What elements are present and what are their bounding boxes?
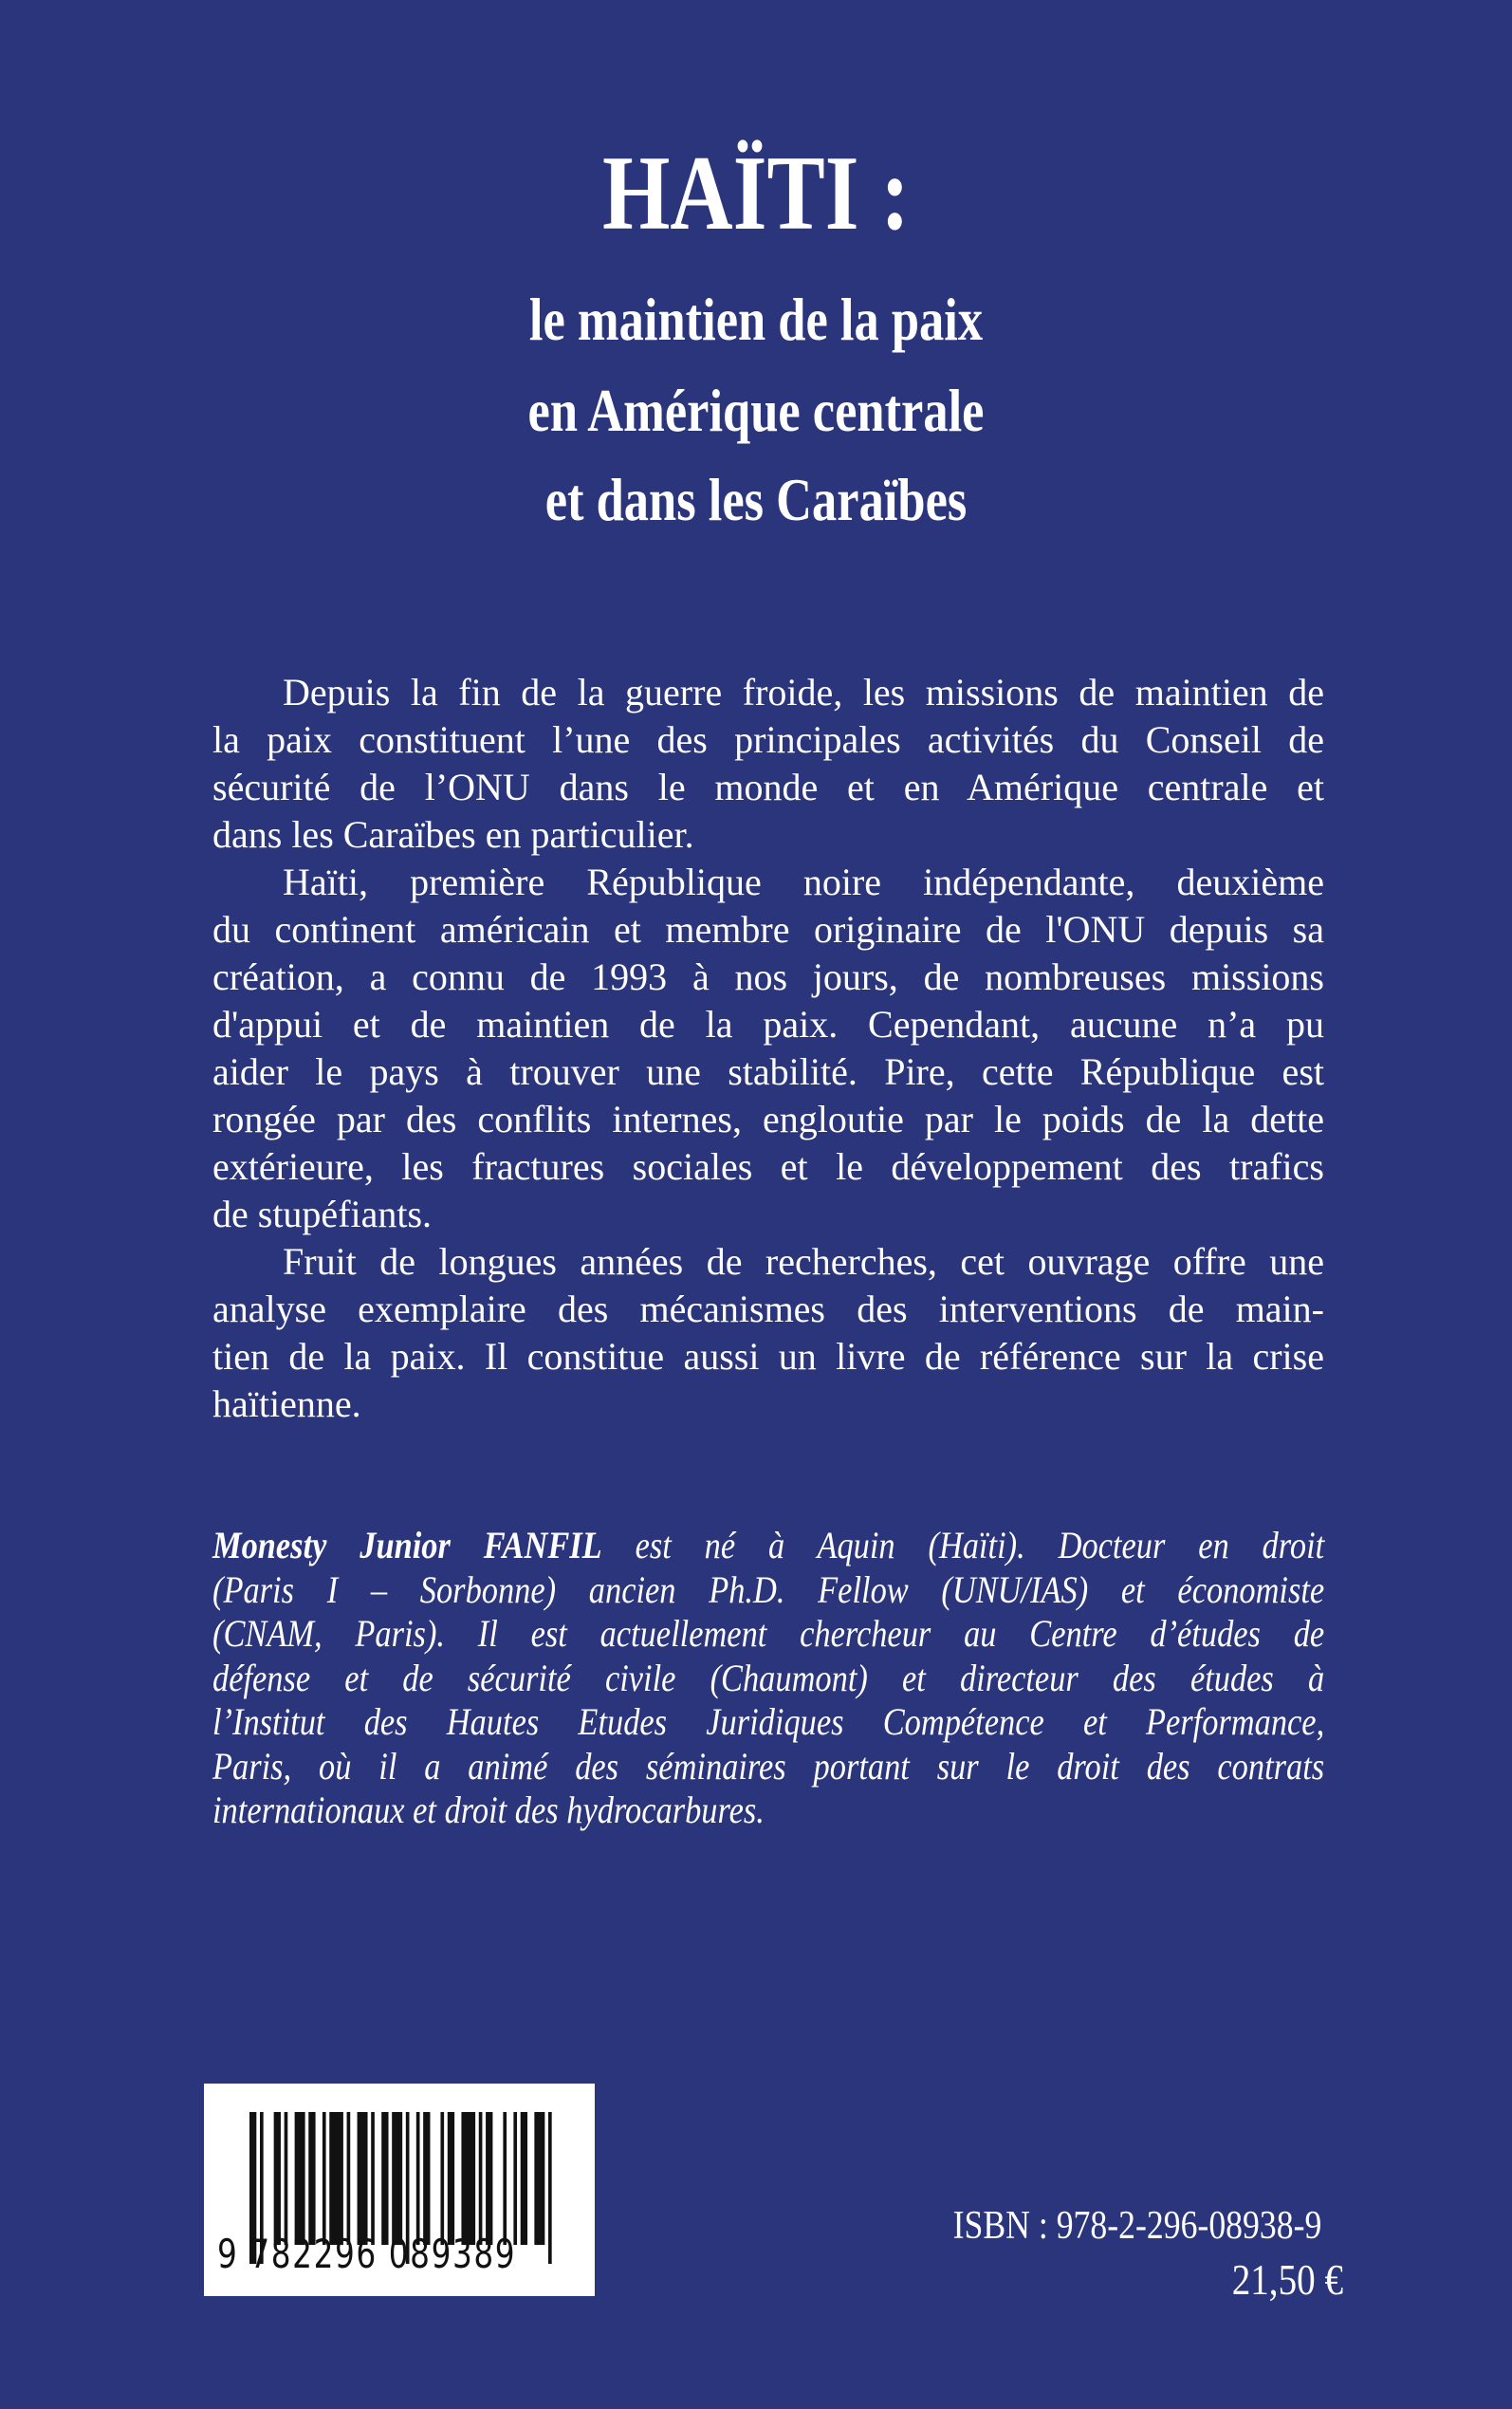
paragraph-line: sécurité de l’ONU dans le monde et en Amérique centrale et	[212, 766, 1324, 808]
barcode-bar	[285, 2112, 288, 2245]
summary-text	[212, 669, 1324, 1428]
subtitle-line: et dans les Caraïbes	[544, 466, 968, 533]
barcode-bar	[329, 2112, 343, 2245]
bio-text: internationaux et droit des hydrocarbures.	[212, 1788, 765, 1831]
author-bio	[212, 1524, 1324, 1833]
barcode-bar	[274, 2112, 281, 2245]
barcode-bar	[416, 2112, 420, 2245]
barcode-bar	[513, 2112, 517, 2245]
bio-text: Paris, où il a animé des séminaires portant sur le droit des contrats	[212, 1744, 1325, 1788]
barcode-bar	[423, 2112, 430, 2245]
barcode-bar	[503, 2112, 507, 2245]
paragraph-line: d'appui et de maintien de la paix. Cependant, aucune n’a pu	[212, 1003, 1324, 1046]
bio-line	[212, 1568, 1324, 1613]
barcode-bar	[323, 2112, 326, 2245]
barcode-bar	[461, 2112, 475, 2245]
paragraph-line: extérieure, les fractures sociales et le développement des trafics	[212, 1145, 1324, 1188]
paragraph-line: rongée par des conflits internes, engloutie par le poids de la dette	[212, 1098, 1324, 1140]
subtitle-line: le maintien de la paix	[528, 286, 984, 353]
barcode-bar	[486, 2112, 492, 2245]
barcode-bar	[534, 2112, 544, 2245]
paragraph-line: tien de la paix. Il constitue aussi un livre de référence sur la crise	[212, 1335, 1324, 1378]
paragraph-line: haïtienne.	[212, 1382, 361, 1425]
price: 21,50 €	[1231, 2255, 1343, 2304]
barcode-bar	[479, 2112, 483, 2245]
bio-line	[212, 1700, 1324, 1745]
barcode-bar	[371, 2112, 375, 2245]
paragraph-line: Fruit de longues années de recherches, cet ouvrage offre une	[283, 1240, 1324, 1283]
subtitle-line: en Amérique centrale	[527, 377, 985, 444]
author-name: Monesty Junior FANFIL	[212, 1524, 602, 1566]
paragraph-line: analyse exemplaire des mécanismes des interventions de main-	[212, 1288, 1324, 1330]
book-title: HAÏTI :	[601, 135, 911, 252]
paragraph-line: Haïti, première République noire indépendante, deuxième	[283, 861, 1324, 903]
barcode-digits: 9 782296 089389	[217, 2231, 517, 2277]
barcode-bar	[392, 2112, 402, 2245]
paragraph-line: création, a connu de 1993 à nos jours, de nombreuses missions	[212, 955, 1324, 998]
paragraph-line: dans les Caraïbes en particulier.	[212, 813, 694, 856]
barcode-bar	[308, 2112, 315, 2245]
bio-text: (CNAM, Paris). Il est actuellement chercheur au Centre d’études de	[212, 1612, 1325, 1655]
bio-line	[212, 1657, 1324, 1701]
bio-line	[212, 1745, 1324, 1789]
paragraph-line: de stupéfiants.	[212, 1193, 433, 1235]
bio-line	[212, 1788, 1324, 1833]
paragraph-line: du continent américain et membre originaire de l'ONU depuis sa	[212, 908, 1324, 951]
barcode-bar	[358, 2112, 368, 2245]
barcode-bar	[448, 2112, 454, 2245]
paragraph-line: aider le pays à trouver une stabilité. Pire, cette République est	[212, 1050, 1324, 1093]
paragraph-line: Depuis la fin de la guerre froide, les missions de maintien de	[283, 671, 1324, 713]
bio-text: l’Institut des Hautes Etudes Juridiques Compétence et Performance,	[212, 1700, 1325, 1743]
barcode-bar	[295, 2112, 305, 2245]
barcode-bar	[548, 2112, 552, 2264]
bio-line	[212, 1524, 1324, 1568]
isbn: ISBN : 978-2-296-08938-9	[952, 2204, 1321, 2248]
barcode-bar	[440, 2112, 444, 2245]
paragraph-line: la paix constituent l’une des principales activités du Conseil de	[212, 718, 1324, 761]
barcode-bar	[381, 2112, 388, 2245]
barcode	[204, 2084, 595, 2296]
bio-line	[212, 1612, 1324, 1657]
bio-text: est né à Aquin (Haïti). Docteur en droit	[601, 1524, 1325, 1566]
bio-text: (Paris I – Sorbonne) ancien Ph.D. Fellow (UNU/IAS) et économiste	[212, 1567, 1325, 1611]
bio-text: défense et de sécurité civile (Chaumont) et directeur des études à	[212, 1656, 1325, 1699]
barcode-bar	[521, 2112, 527, 2245]
barcode-bar	[347, 2112, 351, 2245]
